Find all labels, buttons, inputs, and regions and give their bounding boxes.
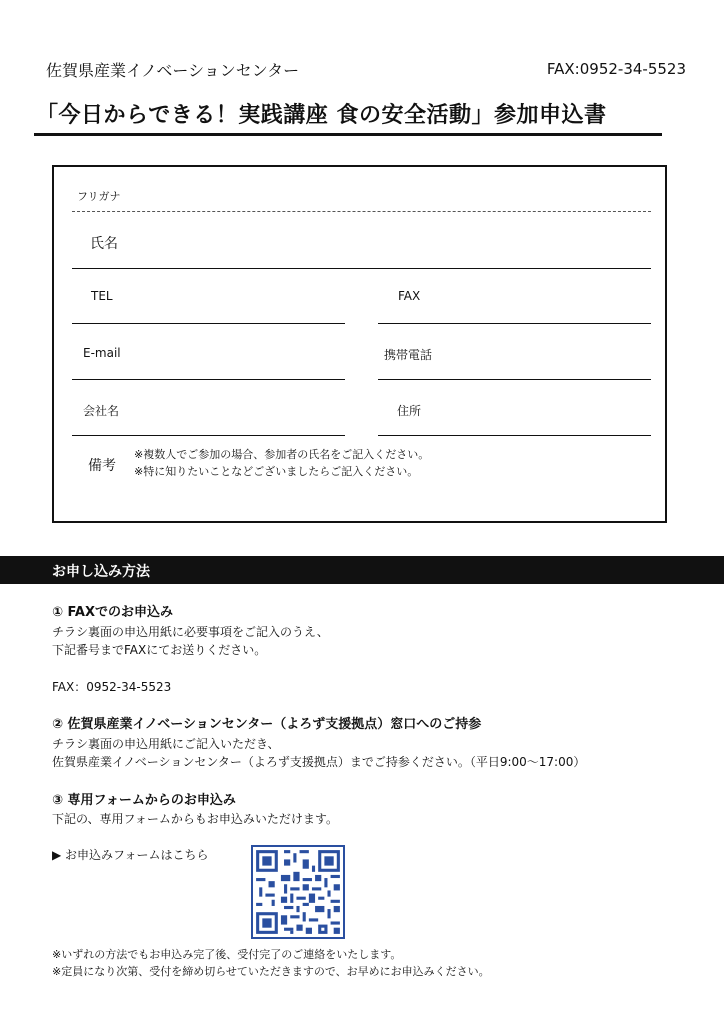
fax-method-line-1: チラシ裏面の申込用紙に必要事項をご記入のうえ、 bbox=[52, 625, 329, 639]
web-method-line-1: 下記の、専用フォームからもお申込みいただけます。 bbox=[52, 812, 338, 826]
email-label: E-mail bbox=[83, 346, 121, 360]
furigana-field[interactable] bbox=[72, 211, 651, 212]
remarks-label: 備考 bbox=[88, 458, 116, 474]
furigana-label: フリガナ bbox=[77, 190, 121, 203]
howto-heading-band bbox=[0, 556, 724, 584]
fax-number-header: FAX:0952-34-5523 bbox=[546, 60, 686, 78]
company-field[interactable] bbox=[72, 435, 345, 436]
tel-label: TEL bbox=[91, 289, 113, 303]
name-field[interactable] bbox=[72, 268, 651, 269]
fax-method-line-2: 下記番号までFAXにてお送りください。 bbox=[52, 643, 267, 657]
qr-code-icon[interactable] bbox=[251, 845, 345, 939]
page-title: 「今日からできる！実践講座 食の安全活動」参加申込書 bbox=[36, 103, 607, 128]
visit-method-line-2: 佐賀県産業イノベーションセンター（よろず支援拠点）までご持参ください。（平日9:00～17:00） bbox=[52, 755, 586, 769]
tel-field[interactable] bbox=[72, 323, 345, 324]
visit-method-line-1: チラシ裏面の申込用紙にご記入いただき、 bbox=[52, 737, 280, 751]
address-field[interactable] bbox=[378, 435, 651, 436]
application-form-link[interactable]: ▶ お申込みフォームはこちら bbox=[52, 848, 209, 862]
mobile-label: 携帯電話 bbox=[384, 348, 433, 362]
fax-label: FAX bbox=[398, 289, 421, 303]
qr-code-graphic bbox=[253, 847, 343, 937]
address-label: 住所 bbox=[397, 404, 422, 418]
name-label: 氏名 bbox=[90, 236, 118, 252]
fax-method-number: FAX：0952-34-5523 bbox=[52, 680, 172, 694]
fax-field[interactable] bbox=[378, 323, 651, 324]
visit-method-title: ② 佐賀県産業イノベーションセンター（よろず支援拠点）窓口へのご持参 bbox=[52, 717, 482, 732]
remarks-note-1: ※複数人でご参加の場合、参加者の氏名をご記入ください。 bbox=[134, 448, 430, 461]
web-method-title: ③ 専用フォームからのお申込み bbox=[52, 793, 236, 808]
email-field[interactable] bbox=[72, 379, 345, 380]
remarks-note-2: ※特に知りたいことなどございましたらご記入ください。 bbox=[134, 465, 419, 478]
mobile-field[interactable] bbox=[378, 379, 651, 380]
footnote-2: ※定員になり次第、受付を締め切らせていただきますので、お早めにお申込みください。 bbox=[52, 965, 490, 978]
fax-method-title: ① FAXでのお申込み bbox=[52, 605, 174, 620]
organization-name: 佐賀県産業イノベーションセンター bbox=[46, 61, 300, 80]
company-label: 会社名 bbox=[83, 404, 120, 418]
title-divider bbox=[34, 133, 662, 136]
howto-heading: お申し込み方法 bbox=[52, 564, 150, 580]
footnote-1: ※いずれの方法でもお申込み完了後、受付完了のご連絡をいたします。 bbox=[52, 948, 402, 961]
